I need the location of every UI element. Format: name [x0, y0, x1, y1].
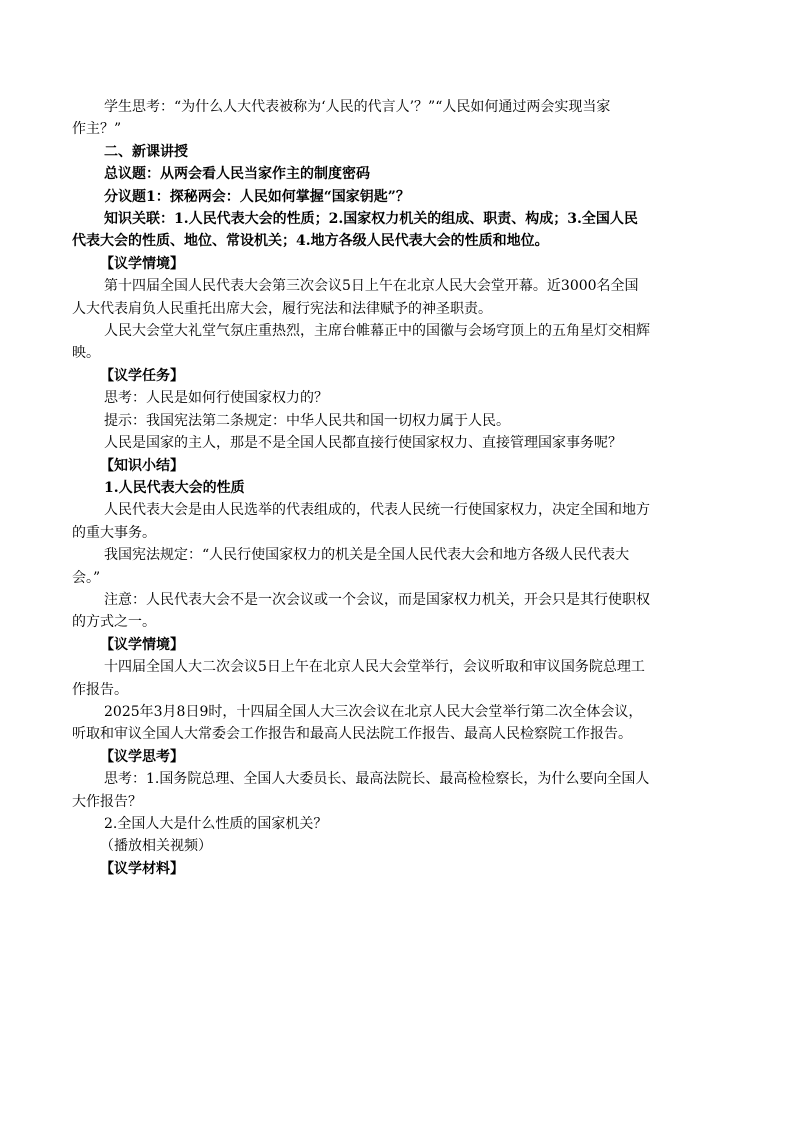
task-question: 思考：人民是如何行使国家权力的？ [104, 390, 328, 407]
sub-topic-1-heading: 分议题1：探秘两会：人民如何掌握“国家钥匙”？ [104, 188, 410, 205]
video-note: （播放相关视频） [100, 838, 212, 855]
scenario2-text-line-3: 2025年3月8日9时，十四届全国人大三次会议在北京人民大会堂举行第二次全体会议， [104, 703, 643, 720]
scenario2-text-line-2: 作报告。 [72, 681, 128, 698]
reflection-question-line-2: 大作报告？ [72, 793, 142, 810]
scenario2-text-line-4: 听取和审议全国人大常委会工作报告和最高人民法院工作报告、最高人民检察院工作报告。 [72, 726, 632, 743]
task-hint: 提示：我国宪法第二条规定：中华人民共和国一切权力属于人民。 [104, 412, 510, 429]
summary-text-line-1: 人民代表大会是由人民选举的代表组成的，代表人民统一行使国家权力，决定全国和地方 [104, 502, 650, 519]
note-line-2: 的方式之一。 [72, 614, 156, 631]
constitution-quote-line-1: 我国宪法规定：“人民行使国家权力的机关是全国人民代表大会和地方各级人民代表大 [104, 547, 630, 564]
knowledge-link-line-1: 知识关联：1.人民代表大会的性质；2.国家权力机关的组成、职责、构成；3.全国人民 [104, 211, 638, 228]
scenario-text-line-1: 第十四届全国人民代表大会第三次会议5日上午在北京人民大会堂开幕。近3000名全国 [104, 278, 639, 295]
document-page [72, 96, 724, 880]
student-question-line-1: 学生思考：“为什么人大代表被称为‘人民的代言人’？”“人民如何通过两会实现当家 [104, 99, 611, 115]
reflection-question-line-1: 思考：1.国务院总理、全国人大委员长、最高法院长、最高检检察长，为什么要向全国人 [104, 771, 650, 788]
constitution-quote-line-2: 会。” [72, 569, 101, 586]
knowledge-link-line-2: 代表大会的性质、地位、常设机关；4.地方各级人民代表大会的性质和地位。 [72, 233, 549, 250]
scenario-text-line-3: 人民大会堂大礼堂气氛庄重热烈，主席台帷幕正中的国徽与会场穹顶上的五角星灯交相辉 [104, 323, 650, 340]
section-label-material: 【议学材料】 [100, 860, 184, 877]
section-label-task: 【议学任务】 [100, 367, 184, 384]
summary-subheading: 1.人民代表大会的性质 [104, 479, 245, 496]
summary-text-line-2: 的重大事务。 [72, 524, 156, 541]
main-topic-heading: 总议题：从两会看人民当家作主的制度密码 [104, 166, 370, 183]
scenario-text-line-4: 映。 [72, 345, 100, 362]
note-line-1: 注意：人民代表大会不是一次会议或一个会议，而是国家权力机关，开会只是其行使职权 [104, 591, 650, 608]
section-heading-new-lesson: 二、新课讲授 [104, 143, 188, 160]
section-label-scenario-2: 【议学情境】 [100, 636, 184, 653]
task-followup-question: 人民是国家的主人，那是不是全国人民都直接行使国家权力、直接管理国家事务呢？ [104, 435, 622, 452]
student-question-line-2: 作主？” [72, 121, 122, 138]
scenario2-text-line-1: 十四届全国人大二次会议5日上午在北京人民大会堂举行，会议听取和审议国务院总理工 [104, 659, 645, 676]
section-label-reflection: 【议学思考】 [100, 748, 184, 765]
reflection-question-2: 2.全国人大是什么性质的国家机关？ [104, 816, 328, 832]
section-label-summary: 【知识小结】 [100, 457, 184, 474]
scenario-text-line-2: 人大代表肩负人民重托出席大会，履行宪法和法律赋予的神圣职责。 [72, 300, 492, 317]
section-label-scenario: 【议学情境】 [100, 255, 184, 272]
